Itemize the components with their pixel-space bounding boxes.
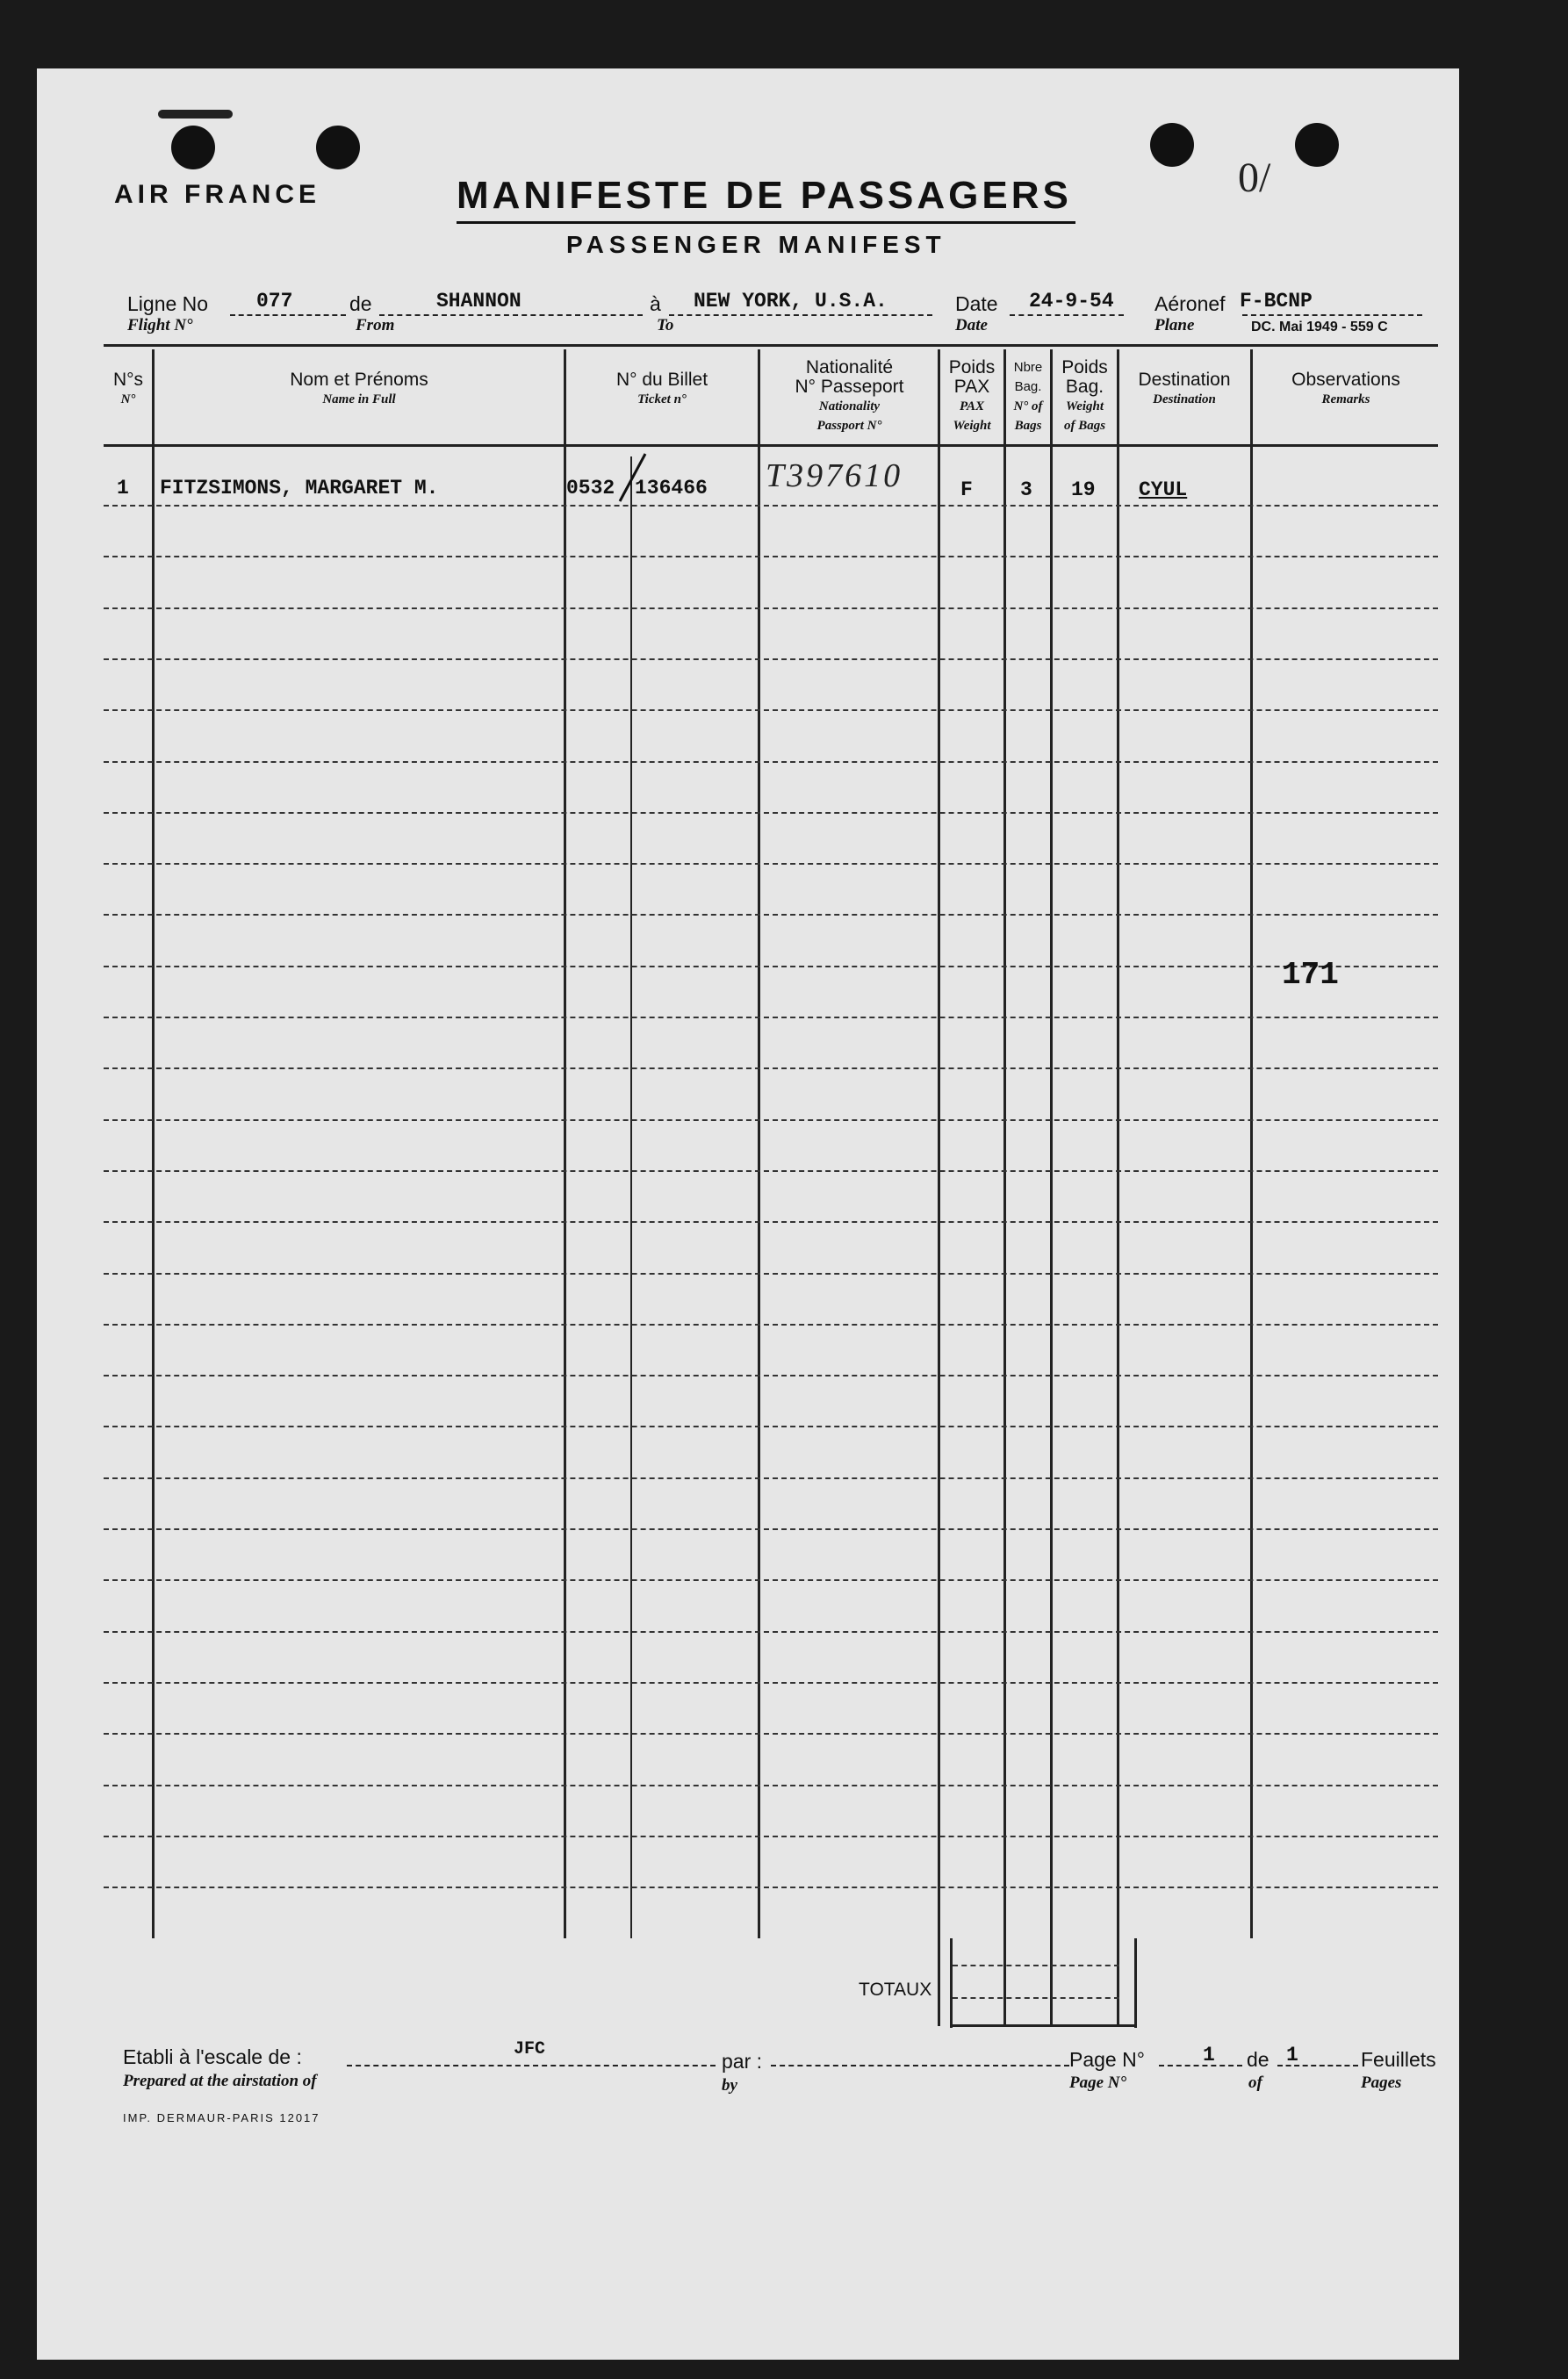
- table-row-line: [104, 1375, 1438, 1376]
- table-row-line: [104, 1631, 1438, 1633]
- prepared-sublabel: Prepared at the airstation of: [123, 2072, 317, 2090]
- to-value: NEW YORK, U.S.A.: [694, 290, 888, 313]
- col-no-en: N°: [120, 392, 136, 406]
- totals-line: [953, 1965, 1119, 1966]
- of-sublabel: of: [1248, 2074, 1262, 2092]
- table-row-line: [104, 1836, 1438, 1837]
- table-row-line: [104, 1579, 1438, 1581]
- a-label: à: [650, 292, 661, 315]
- col-no-header: [104, 370, 153, 409]
- row1-ticket-prefix: 0532: [566, 477, 615, 500]
- col-bagw-fr1: Poids: [1061, 357, 1108, 377]
- table-row-line: [104, 1785, 1438, 1786]
- col-divider: [1250, 349, 1253, 1938]
- table-row-line: [104, 1273, 1438, 1275]
- col-bagw-header: [1052, 358, 1118, 435]
- totals-box-right: [1134, 1938, 1137, 2028]
- col-dest-en: Destination: [1153, 392, 1216, 406]
- col-pax-header: [941, 358, 1003, 435]
- col-divider: [1003, 349, 1006, 2026]
- flight-number-value: 077: [256, 290, 293, 313]
- to-sublabel: To: [657, 316, 674, 334]
- row1-no: 1: [117, 477, 129, 500]
- col-bags-header: [1005, 358, 1051, 435]
- date-label: Date: [955, 292, 998, 315]
- table-row-line: [104, 812, 1438, 814]
- row1-pax: F: [960, 478, 973, 501]
- page-line: [1159, 2065, 1242, 2066]
- col-bags-fr1: Nbre: [1013, 360, 1043, 375]
- printer-imprint: IMP. DERMAUR-PARIS 12017: [123, 2111, 320, 2124]
- col-bags-fr2: Bag.: [1014, 379, 1042, 394]
- table-row-line: [104, 1682, 1438, 1684]
- totals-line: [953, 1997, 1119, 1999]
- flight-no-sublabel: Flight N°: [127, 316, 193, 334]
- col-obs-fr: Observations: [1291, 370, 1400, 390]
- col-nat-fr2: N° Passeport: [795, 377, 904, 397]
- col-nat-en1: Nationality: [818, 399, 881, 413]
- manifest-title: MANIFESTE DE PASSAGERS: [457, 174, 1072, 217]
- col-divider: [758, 349, 760, 1938]
- col-divider: [938, 349, 940, 2026]
- of-value: 1: [1286, 2044, 1298, 2066]
- col-divider: [1050, 349, 1053, 2026]
- col-nationality-header: [759, 358, 939, 435]
- par-line: [771, 2065, 1069, 2066]
- plane-value: F-BCNP: [1240, 290, 1313, 313]
- header-bottom-rule: [104, 444, 1438, 447]
- col-obs-header: [1254, 370, 1438, 409]
- page-sublabel: Page N°: [1069, 2074, 1127, 2092]
- manifest-subtitle: PASSENGER MANIFEST: [566, 231, 946, 258]
- to-line: [669, 314, 932, 316]
- table-row-line: [104, 863, 1438, 865]
- table-row-line: [104, 1477, 1438, 1479]
- punch-hole-right-1: [1150, 123, 1194, 167]
- pages-sublabel: Pages: [1361, 2074, 1402, 2092]
- col-obs-en: Remarks: [1321, 392, 1370, 406]
- col-pax-en2: Weight: [953, 419, 991, 433]
- page-value: 1: [1203, 2044, 1215, 2066]
- row1-ticket: 136466: [635, 477, 708, 500]
- table-top-rule: [104, 344, 1438, 347]
- col-divider: [564, 349, 566, 1938]
- table-row-line: [104, 1119, 1438, 1121]
- ink-smudge: [158, 110, 233, 119]
- col-name-fr: Nom et Prénoms: [290, 370, 428, 390]
- totals-label: TOTAUX: [859, 1980, 932, 2000]
- table-row-line: [104, 658, 1438, 660]
- table-row-line: [104, 505, 1438, 507]
- col-bagw-en2: of Bags: [1063, 419, 1106, 433]
- from-sublabel: From: [356, 316, 395, 334]
- punch-hole-left-2: [316, 126, 360, 169]
- feuillets-label: Feuillets: [1361, 2048, 1436, 2071]
- title-underline: [457, 221, 1075, 224]
- table-row-line: [104, 761, 1438, 763]
- col-divider: [1117, 349, 1119, 2026]
- corner-handwriting: 0/: [1238, 155, 1271, 201]
- row1-name: FITZSIMONS, MARGARET M.: [160, 477, 439, 500]
- table-row-line: [104, 914, 1438, 916]
- col-bagw-fr2: Bag.: [1065, 377, 1104, 397]
- de-label: de: [349, 292, 372, 315]
- col-dest-fr: Destination: [1138, 370, 1231, 390]
- date-sublabel: Date: [955, 316, 988, 334]
- col-nat-fr1: Nationalité: [805, 357, 894, 377]
- col-name-en: Name in Full: [322, 392, 396, 406]
- table-row-line: [104, 1324, 1438, 1326]
- totals-box-bottom: [950, 2024, 1137, 2027]
- col-divider: [152, 349, 155, 1938]
- table-row-line: [104, 1528, 1438, 1530]
- ligne-label: Ligne No: [127, 292, 209, 315]
- plane-line: [1242, 314, 1422, 316]
- col-pax-fr2: PAX: [953, 377, 990, 397]
- col-bagw-en1: Weight: [1065, 399, 1104, 413]
- prepared-value: JFC: [514, 2039, 546, 2059]
- plane-sublabel: Plane: [1154, 316, 1195, 334]
- col-nat-en2: Passport N°: [816, 419, 882, 433]
- col-pax-fr1: Poids: [948, 357, 996, 377]
- date-line: [1010, 314, 1124, 316]
- col-bags-en2: Bags: [1014, 419, 1042, 433]
- col-bags-en1: N° of: [1013, 399, 1043, 413]
- table-row-line: [104, 709, 1438, 711]
- aeronef-label: Aéronef: [1154, 292, 1226, 315]
- col-divider: [630, 456, 632, 1938]
- table-row-line: [104, 1887, 1438, 1888]
- table-row-line: [104, 966, 1438, 967]
- row1-bags: 3: [1020, 478, 1032, 501]
- from-value: SHANNON: [436, 290, 521, 313]
- of-line: [1277, 2065, 1358, 2066]
- par-sublabel: by: [722, 2076, 737, 2095]
- table-row-line: [104, 1017, 1438, 1018]
- airline-brand: AIR FRANCE: [114, 180, 320, 209]
- form-code: DC. Mai 1949 - 559 C: [1251, 320, 1388, 334]
- col-no-fr: N°s: [112, 370, 144, 390]
- table-row-line: [104, 1733, 1438, 1735]
- de-page-label: de: [1247, 2048, 1270, 2071]
- table-row-line: [104, 1067, 1438, 1069]
- punch-hole-left-1: [171, 126, 215, 169]
- punch-hole-right-2: [1295, 123, 1339, 167]
- row1-destination: CYUL: [1139, 478, 1188, 501]
- date-value: 24-9-54: [1029, 290, 1114, 313]
- table-row-line: [104, 1221, 1438, 1223]
- prepared-label: Etabli à l'escale de :: [123, 2045, 302, 2068]
- flight-number-line: [230, 314, 346, 316]
- row1-passport-handwritten: T397610: [766, 457, 903, 494]
- prepared-line: [347, 2065, 716, 2066]
- col-name-header: [154, 370, 565, 409]
- page-label: Page N°: [1069, 2048, 1145, 2071]
- manifest-sheet: [37, 68, 1459, 2360]
- col-ticket-header: [566, 370, 758, 409]
- table-row-line: [104, 607, 1438, 609]
- par-label: par :: [722, 2050, 763, 2073]
- ticket-slash-mark: [615, 452, 650, 505]
- row1-bag-weight: 19: [1071, 478, 1096, 501]
- remarks-annotation: 171: [1282, 957, 1339, 993]
- col-ticket-en: Ticket n°: [637, 392, 687, 406]
- from-line: [379, 314, 643, 316]
- totals-box-left: [950, 1938, 953, 2028]
- col-ticket-fr: N° du Billet: [615, 370, 708, 390]
- col-dest-header: [1119, 370, 1249, 409]
- table-row-line: [104, 556, 1438, 557]
- col-pax-en1: PAX: [959, 399, 985, 413]
- table-row-line: [104, 1170, 1438, 1172]
- table-row-line: [104, 1426, 1438, 1427]
